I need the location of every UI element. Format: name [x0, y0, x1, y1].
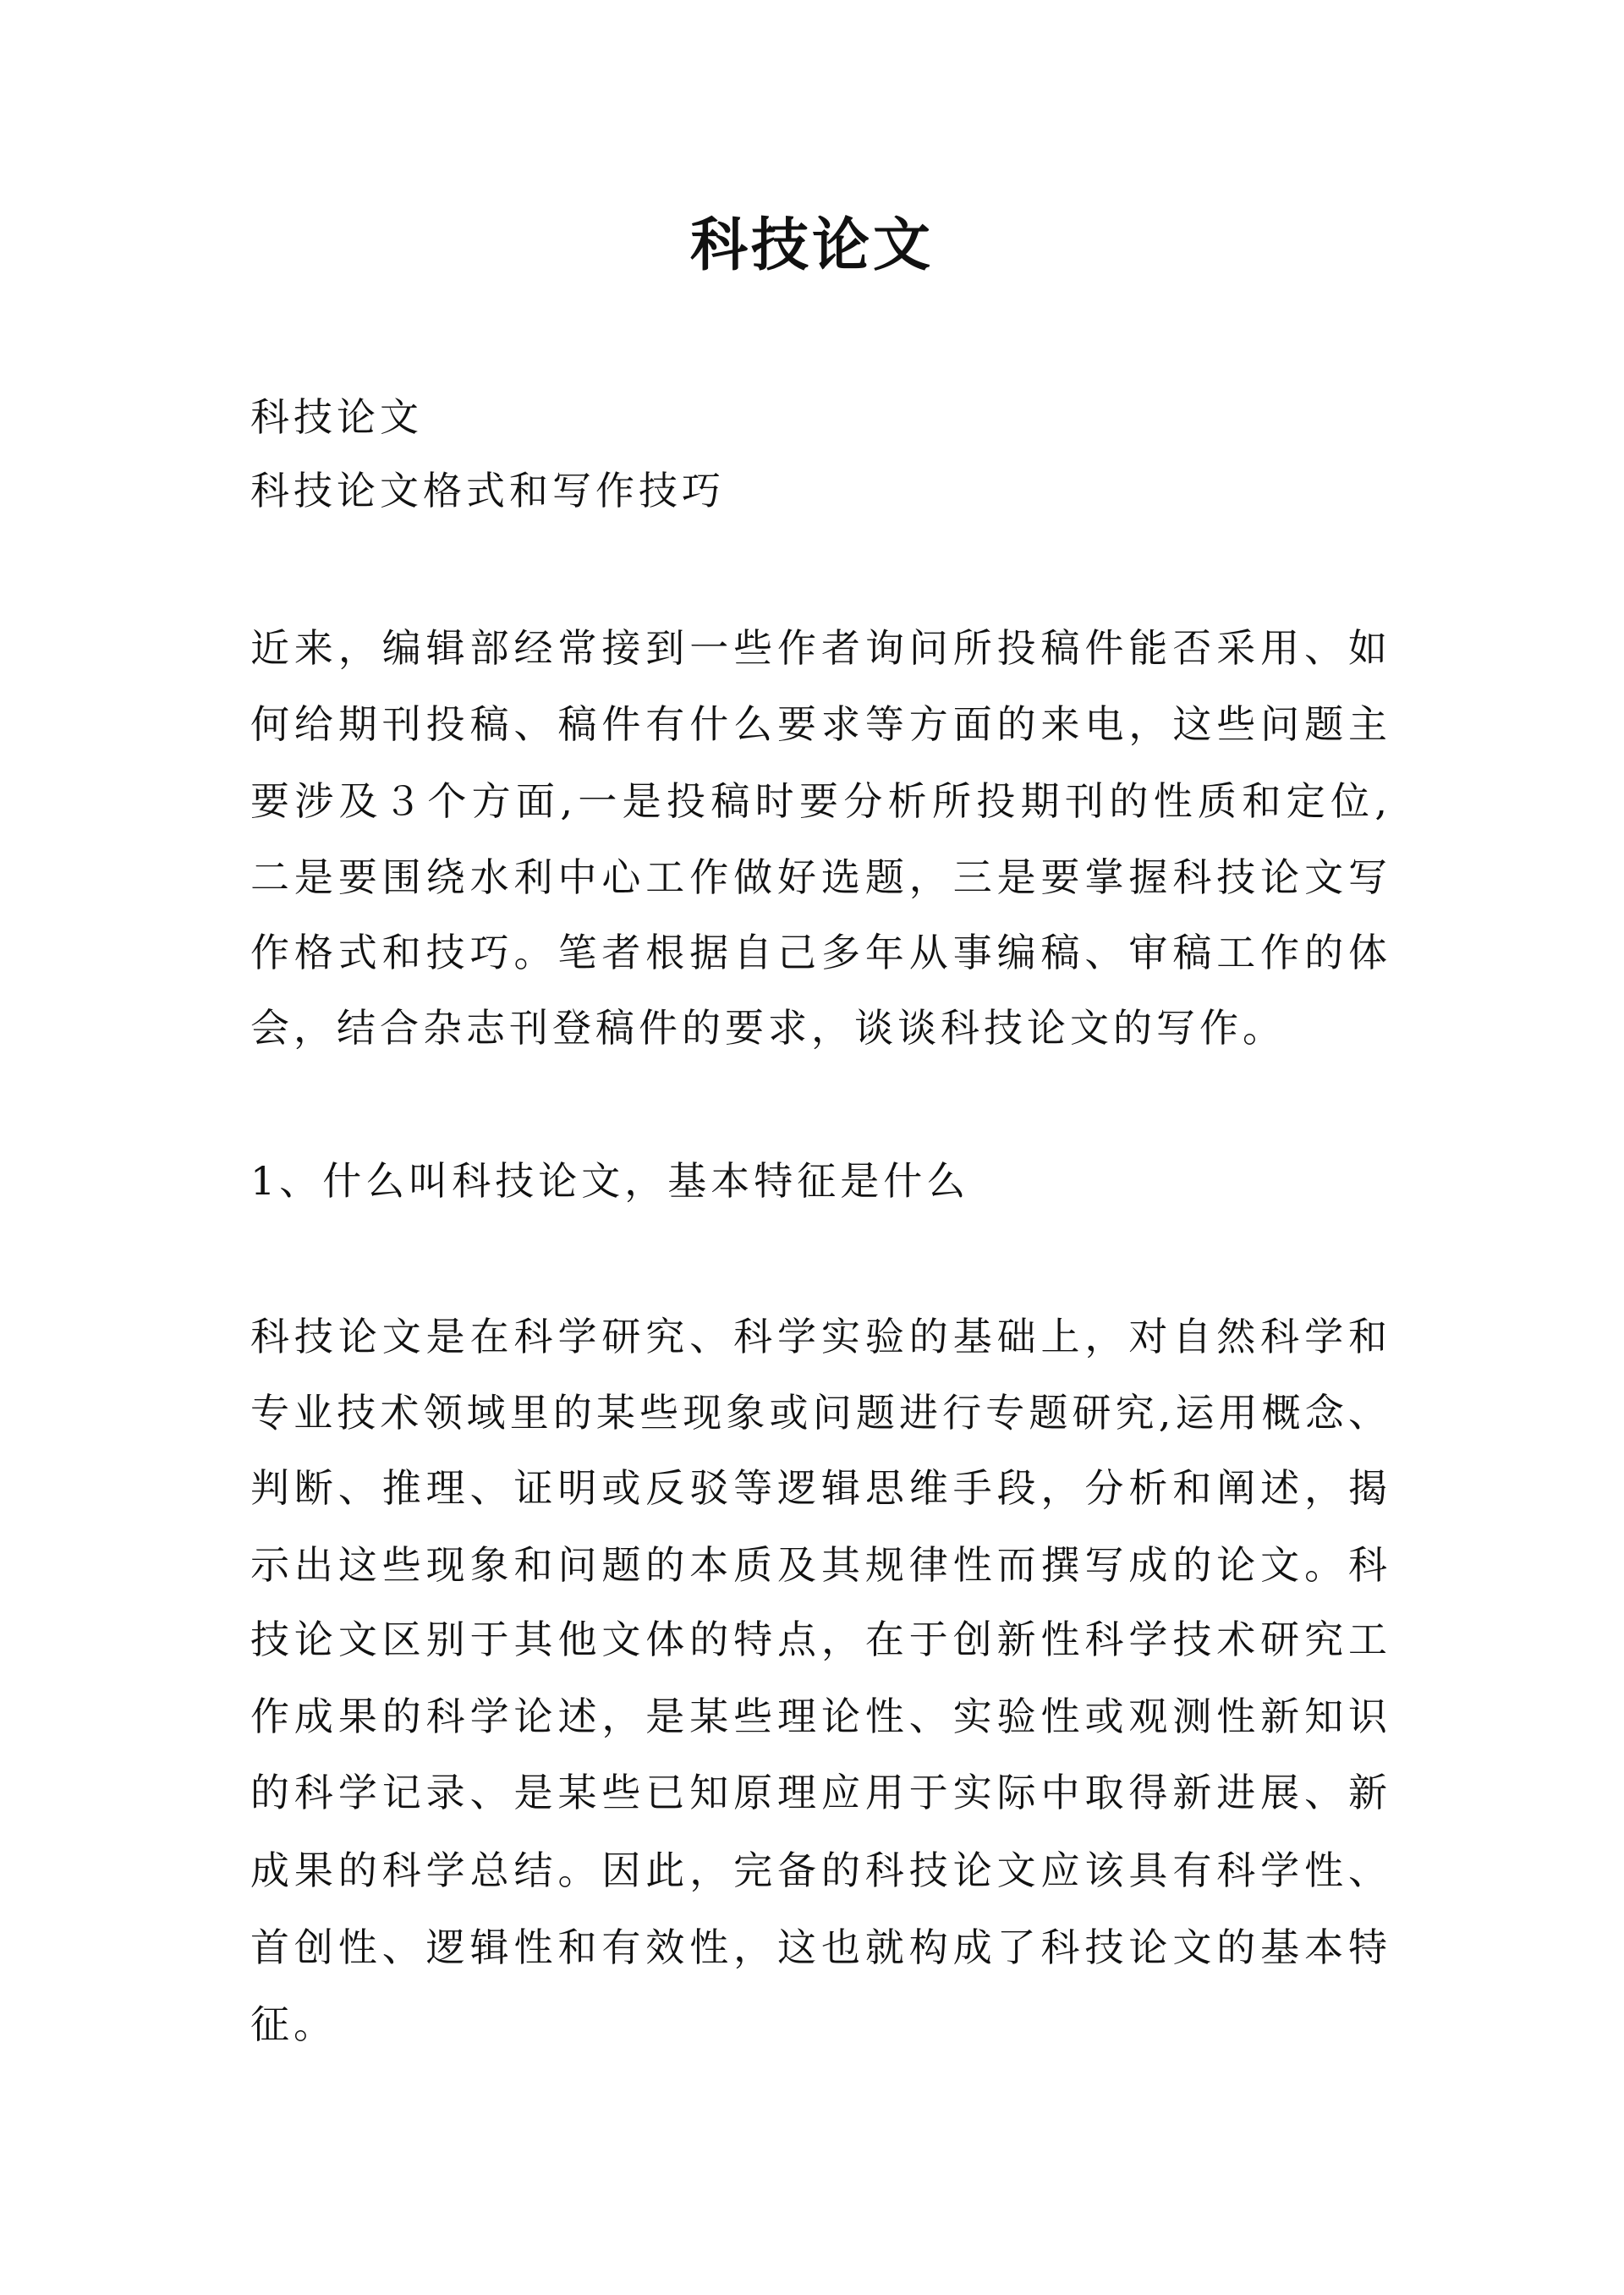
paragraph-line: 技论文区别于其他文体的特点，在于创新性科学技术研究工 — [250, 1617, 1387, 1662]
paragraph-line: 作格式和技巧。笔者根据自己多年从事编稿、审稿工作的体 — [250, 930, 1387, 975]
paragraph-line: 作成果的科学论述，是某些理论性、实验性或观测性新知识 — [250, 1694, 1387, 1739]
paragraph-line: 近来，编辑部经常接到一些作者询问所投稿件能否采用、如 — [250, 625, 1387, 671]
paragraph-line: 何给期刊投稿、稿件有什么要求等方面的来电，这些问题主 — [250, 701, 1387, 747]
section-heading: 1、什么叫科技论文，基本特征是什么 — [250, 1158, 970, 1204]
document-title: 科技论文 — [689, 211, 934, 279]
paragraph-line: 首创性、逻辑性和有效性，这也就构成了科技论文的基本特 — [250, 1924, 1387, 1970]
subtitle: 科技论文格式和写作技巧 — [250, 468, 725, 513]
paragraph-line: 科技论文是在科学研究、科学实验的基础上，对自然科学和 — [250, 1314, 1387, 1359]
paragraph-line: 要涉及３个方面,一是投稿时要分析所投期刊的性质和定位, — [250, 778, 1387, 824]
paragraph-line: 判断、推理、证明或反驳等逻辑思维手段，分析和阐述，揭 — [250, 1465, 1387, 1511]
paragraph-line: 的科学记录、是某些已知原理应用于实际中取得新进展、新 — [250, 1770, 1387, 1815]
paragraph-line: 会，结合杂志刊登稿件的要求，谈谈科技论文的写作。 — [250, 1005, 1286, 1051]
paragraph-line: 示出这些现象和问题的本质及其规律性而撰写成的论文。科 — [250, 1542, 1387, 1588]
paragraph-line: 成果的科学总结。因此，完备的科技论文应该具有科学性、 — [250, 1848, 1387, 1893]
paragraph-line: 二是要围绕水利中心工作做好选题，三是要掌握科技论文写 — [250, 854, 1387, 900]
paragraph-line: 征。 — [250, 2001, 337, 2047]
paragraph-line: 专业技术领域里的某些现象或问题进行专题研究,运用概念、 — [250, 1390, 1387, 1436]
subtitle: 科技论文 — [250, 394, 423, 440]
